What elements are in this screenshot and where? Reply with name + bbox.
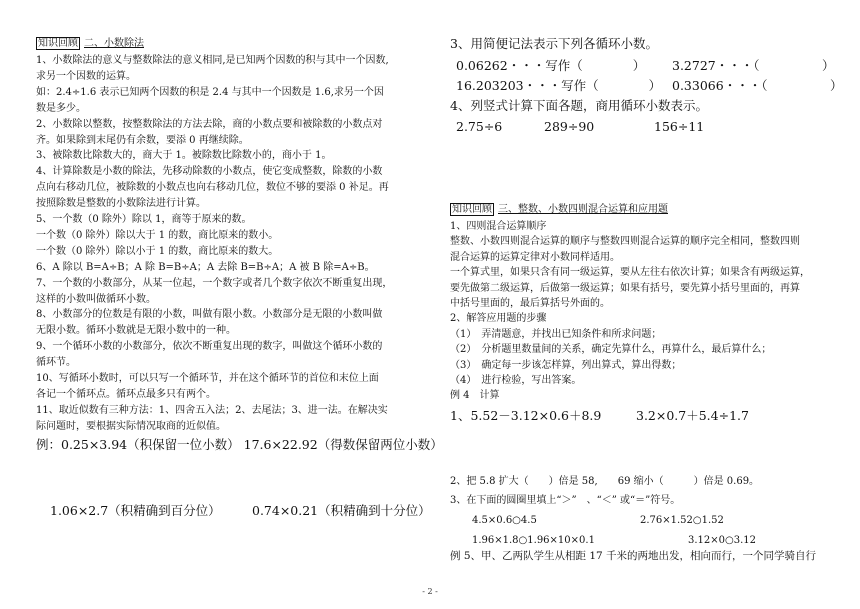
question-3-title: 3、用简便记法表示下列各循环小数。: [450, 36, 658, 51]
text-line: 整数、小数四则混合运算的顺序与整数四则混合运算的顺序完全相同，整数四则: [450, 236, 800, 248]
text-line: 点向右移动几位，被除数的小数点也向右移动几位，数位不够的要添 0 补足。再: [36, 182, 389, 194]
text-line: 4、计算除数是小数的除法，先移动除数的小数点，使它变成整数，除数的小数: [36, 166, 383, 178]
text-line: 2、小数除以整数，按整数除法的方法去除，商的小数点要和被除数的小数点对: [36, 118, 383, 130]
question-4-title: 4、列竖式计算下面各题，商用循环小数表示。: [450, 98, 708, 113]
q4-item-2: 289÷90: [544, 119, 595, 134]
example-item-a: 1.06×2.7（积精确到百分位）: [50, 503, 221, 518]
problem-3: 3、在下面的圆圈里填上“＞” 、“＜” 或“＝”符号。: [450, 495, 681, 506]
text-line: 中括号里面的，最后算括号外面的。: [450, 298, 610, 309]
text-line: （2） 分析题里数量间的关系，确定先算什么，再算什么，最后算什么；: [450, 344, 772, 356]
example-item-b: 0.74×0.21（积精确到十分位）: [252, 503, 431, 518]
text-line: 要先做第二级运算，后做第一级运算；如果有括号，要先算小括号里面的，再算: [450, 282, 800, 294]
text-line: 10、写循环小数时，可以只写一个循环节，并在这个循环节的首位和末位上面: [36, 373, 379, 384]
text-line: 7、一个数的小数部分，从某一位起，一个数字或者几个数字依次不断重复出现，: [36, 277, 393, 289]
text-line: 齐。如果除到末尾仍有余数，要添 0 再继续除。: [36, 134, 249, 146]
q4-item-1: 2.75÷6: [456, 119, 503, 134]
text-line: 6、A 除以 B=A÷B；A 除 B=B÷A；A 去除 B=B÷A；A 被 B 除=A÷B。: [36, 261, 375, 273]
text-line: 如：2.4÷1.6 表示已知两个因数的积是 2.4 与其中一个因数是 1.6,求另一个因: [36, 86, 384, 98]
text-line: 一个数（0 除外）除以小于 1 的数，商比原来的数大。: [36, 245, 279, 257]
text-line: 际问题时，要根据实际情况取商的近似值。: [36, 420, 226, 432]
text-line: 2、解答应用题的步骤: [450, 313, 547, 325]
section-heading-mixed-operations: [450, 203, 668, 216]
q3-item-4: 0.33066・・・（ ）: [672, 78, 843, 93]
text-line: 例 4 计算: [450, 390, 500, 402]
q3-item-2: 3.2727・・・（ ）: [672, 58, 835, 73]
text-line: 各记一个循环点。循环点最多只有两个。: [36, 388, 216, 400]
compare-item-3: 1.96×1.8○1.96×10×0.1: [472, 535, 595, 546]
compare-item-4: 3.12×0○3.12: [688, 535, 756, 546]
text-line: （1） 弄清题意，并找出已知条件和所求问题；: [450, 328, 662, 340]
calc-item-b: 3.2×0.7＋5.4÷1.7: [636, 408, 749, 423]
text-line: 5、一个数（0 除外）除以 1，商等于原来的数。: [36, 214, 252, 225]
knowledge-review-tag: 知识回顾: [452, 204, 492, 215]
problem-2: 2、把 5.8 扩大（ ）倍是 58, 69 缩小（ ）倍是 0.69。: [450, 476, 760, 487]
text-line: 11、取近似数有三种方法：1、四舍五入法；2、去尾法；3、进一法。在解决实: [36, 404, 388, 416]
text-line: 9、一个循环小数的小数部分，依次不断重复出现的数字，叫做这个循环小数的: [36, 341, 383, 353]
q3-item-3: 16.203203・・・写作（ ）: [456, 78, 662, 93]
q4-item-3: 156÷11: [654, 119, 705, 134]
text-line: 混合运算的运算定律对小数同样适用。: [450, 251, 620, 263]
calc-item-a: 1、5.52－3.12×0.6＋8.9: [450, 408, 602, 423]
compare-item-1: 4.5×0.6○4.5: [472, 515, 537, 526]
text-line: 求另一个因数的运算。: [36, 70, 136, 82]
section-title: 三、整数、小数四则混合运算和应用题: [498, 204, 668, 215]
text-line: 1、四则混合运算顺序: [450, 221, 547, 232]
text-line: （3） 确定每一步该怎样算，列出算式，算出得数；: [450, 359, 682, 371]
compare-item-2: 2.76×1.52○1.52: [640, 515, 724, 526]
text-line: 数是多少。: [36, 102, 86, 114]
text-line: 按照除数是整数的小数除法进行计算。: [36, 198, 206, 210]
q3-item-1: 0.06262・・・写作（ ）: [456, 58, 646, 73]
page-number: - 2 -: [422, 587, 438, 596]
text-line: 8、小数部分的位数是有限的小数，叫做有限小数。小数部分是无限的小数叫做: [36, 309, 383, 321]
text-line: 一个算式里，如果只含有同一级运算，要从左往右依次计算；如果含有两级运算，: [450, 267, 810, 279]
example-5: 例 5、甲、乙两队学生从相距 17 千米的两地出发，相向而行，一个同学骑自行: [450, 550, 817, 562]
text-line: 一个数（0 除外）除以大于 1 的数，商比原来的数小。: [36, 229, 279, 241]
text-line: 循环节。: [36, 357, 76, 369]
text-line: 3、被除数比除数大的，商大于 1。被除数比除数小的，商小于 1。: [36, 150, 332, 162]
text-line: 无限小数。循环小数就是无限小数中的一种。: [36, 325, 236, 337]
text-line: 1、小数除法的意义与整数除法的意义相同,是已知两个因数的积与其中一个因数,: [36, 55, 389, 66]
text-line: 这样的小数叫做循环小数。: [36, 293, 156, 305]
section-title: 二、小数除法: [84, 38, 144, 49]
knowledge-review-tag: 知识回顾: [38, 38, 78, 49]
text-line: （4） 进行检验，写出答案。: [450, 375, 582, 386]
example-line: 例：0.25×3.94（积保留一位小数） 17.6×22.92（得数保留两位小数）: [36, 437, 443, 452]
section-heading-decimal-division: [36, 37, 144, 50]
